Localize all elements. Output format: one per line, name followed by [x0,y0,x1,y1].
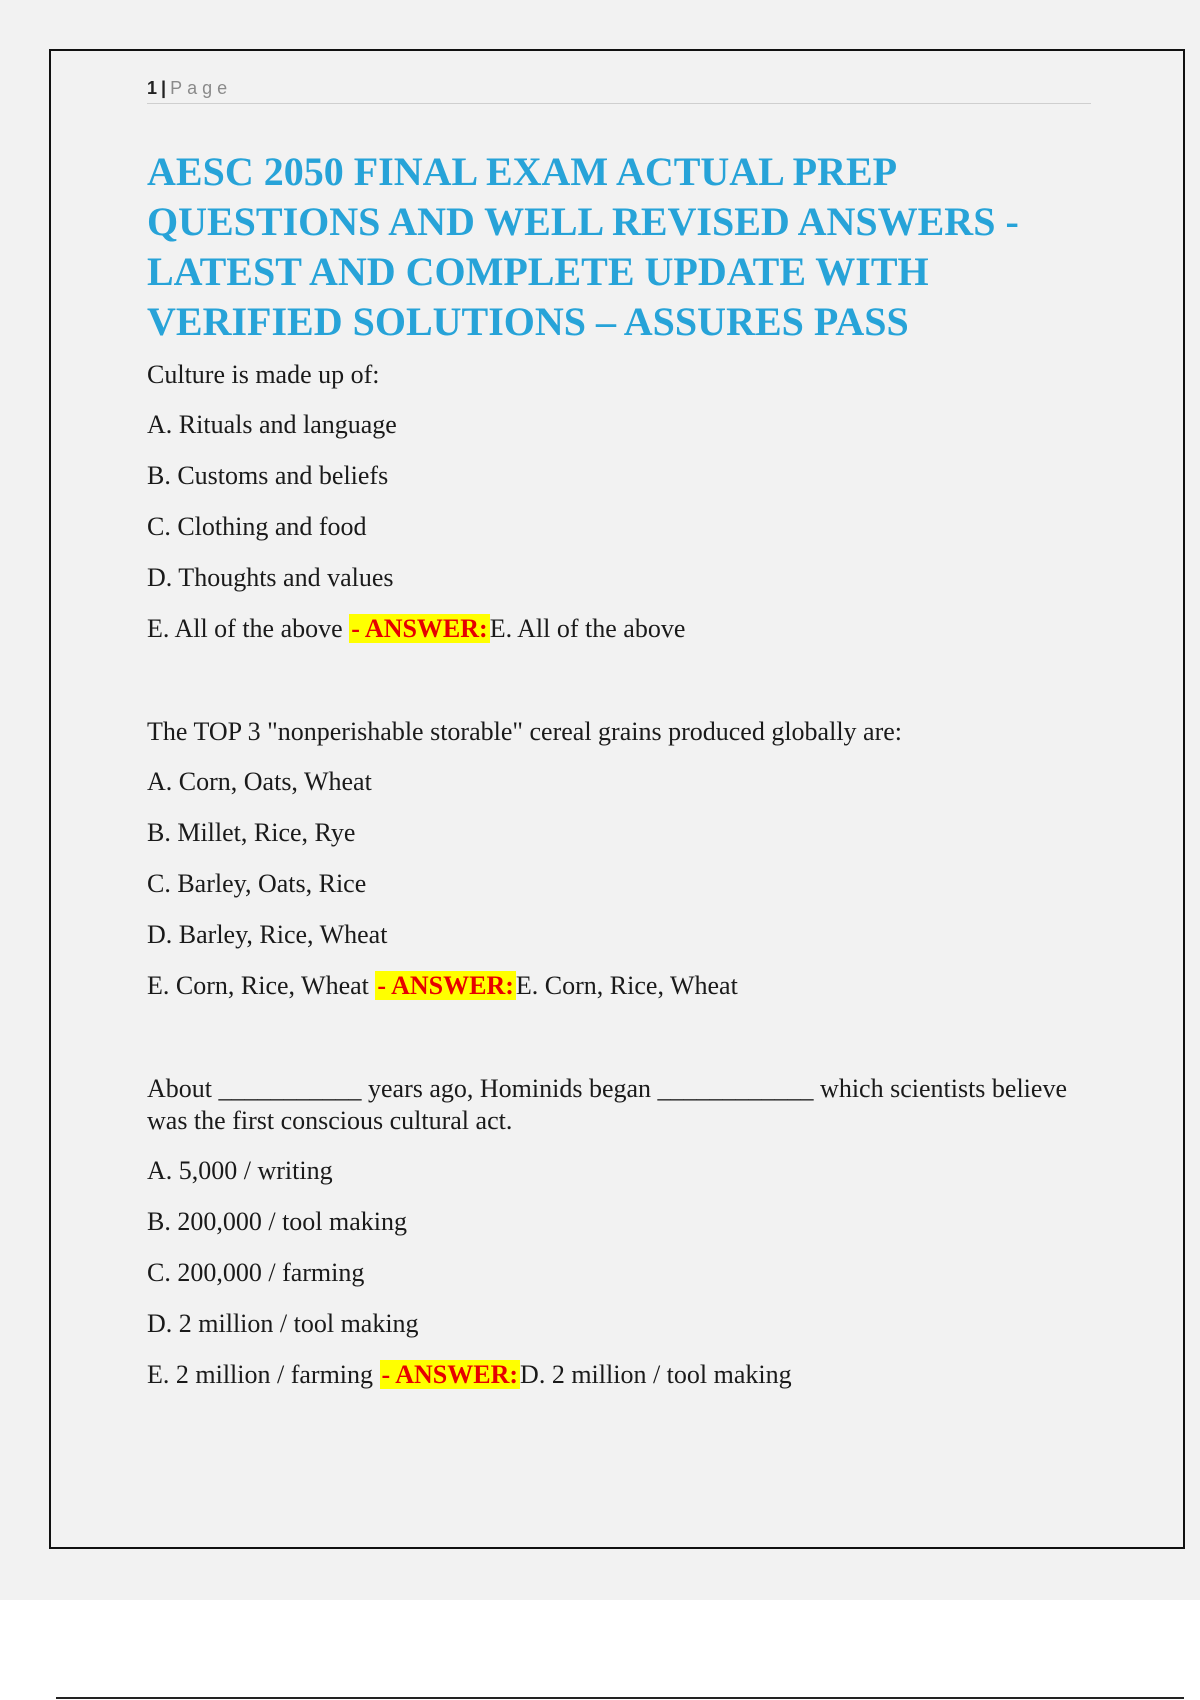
document-title: AESC 2050 FINAL EXAM ACTUAL PREP QUESTIONS AND WELL REVISED ANSWERS - LATEST AND COMPLETE UPDATE WITH VERIFIED SOLUTIONS – ASSURES PASS [147,149,1019,344]
answer-label: - ANSWER: [381,1360,519,1389]
option-a: A. Corn, Oats, Wheat [147,767,372,796]
option-d: D. Barley, Rice, Wheat [147,920,388,949]
option-b: B. 200,000 / tool making [147,1207,407,1236]
option-e: E. 2 million / farming [147,1360,374,1389]
option-c: C. Barley, Oats, Rice [147,869,367,898]
page-number: 1 [147,78,158,98]
answer-text: D. 2 million / tool making [520,1360,792,1389]
option-a: A. Rituals and language [147,410,397,439]
page-separator: | [161,78,167,98]
next-page-top-rule [56,1697,1184,1699]
document-page [49,49,1185,1549]
option-e: E. Corn, Rice, Wheat [147,971,369,1000]
page-header [147,73,1091,104]
question-spacer [147,1021,1107,1073]
answer-label: - ANSWER: [377,971,514,1000]
option-a: A. 5,000 / writing [147,1156,333,1185]
question-2 [147,716,1107,1002]
option-c: C. Clothing and food [147,512,367,541]
option-e-with-answer [147,613,1107,645]
option-d: D. 2 million / tool making [147,1309,419,1338]
option-e: E. All of the above [147,614,343,643]
question-text: About ___________ years ago, Hominids began ____________ which scientists believe was the first conscious cultural act. [147,1074,1067,1135]
answer-text: E. All of the above [489,614,686,643]
question-text: Culture is made up of: [147,360,380,389]
option-b: B. Customs and beliefs [147,461,389,490]
question-1 [147,359,1107,645]
option-c: C. 200,000 / farming [147,1258,365,1287]
question-text: The TOP 3 "nonperishable storable" cereal grains produced globally are: [147,717,903,746]
option-b: B. Millet, Rice, Rye [147,818,356,847]
answer-text: E. Corn, Rice, Wheat [515,971,738,1000]
option-e-with-answer [147,970,1107,1002]
question-spacer [147,664,1107,716]
answer-label: - ANSWER: [351,614,488,643]
question-3 [147,1073,1107,1391]
questions-list [147,359,1107,1410]
option-d: D. Thoughts and values [147,563,394,592]
option-e-with-answer [147,1359,1107,1391]
page-label: Page [170,78,233,98]
